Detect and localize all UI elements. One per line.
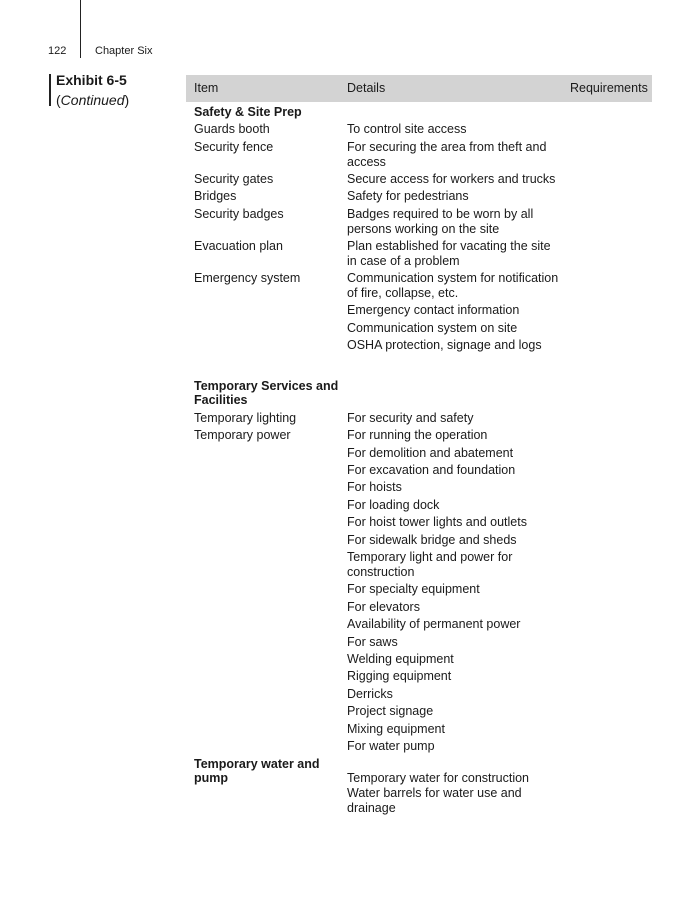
table-cell-details: For elevators xyxy=(347,600,420,614)
page-number: 122 xyxy=(48,45,67,57)
table-cell-details: For demolition and abatement xyxy=(347,446,514,460)
table-header xyxy=(186,75,652,102)
table-cell-details: Welding equipment xyxy=(347,652,454,666)
table-cell-item: Security gates xyxy=(194,172,274,186)
table-cell-details: Derricks xyxy=(347,687,393,701)
table-cell-details: Project signage xyxy=(347,704,434,718)
section-title: Safety & Site Prep xyxy=(194,105,302,119)
table-cell-details: Mixing equipment xyxy=(347,722,445,736)
chapter-title: Chapter Six xyxy=(95,45,153,57)
table-cell-item: Bridges xyxy=(194,189,237,203)
table-cell-item: Temporary lighting xyxy=(194,411,297,425)
exhibit-title: Exhibit 6-5 xyxy=(56,72,127,88)
header-divider xyxy=(80,0,81,58)
table-cell-details: Water barrels for water use and drainage xyxy=(347,786,522,815)
column-header-item: Item xyxy=(194,81,219,95)
table-cell-details: Temporary water for construction xyxy=(347,771,530,785)
table-cell-details: Badges required to be worn by all persons working on the site xyxy=(347,207,534,236)
table-cell-details: Safety for pedestrians xyxy=(347,189,469,203)
table-cell-details: For hoists xyxy=(347,480,402,494)
table-cell-details: For securing the area from theft and access xyxy=(347,140,547,169)
table-cell-details: Communication system on site xyxy=(347,321,518,335)
table-cell-details: For loading dock xyxy=(347,498,440,512)
table-cell-details: Communication system for notification of fire, collapse, etc. xyxy=(347,271,559,300)
table-cell-details: OSHA protection, signage and logs xyxy=(347,338,542,352)
table-cell-details: Rigging equipment xyxy=(347,669,452,683)
table-cell-item: Guards booth xyxy=(194,122,270,136)
table-cell-details: Plan established for vacating the site in case of a problem xyxy=(347,239,551,268)
column-header-details: Details xyxy=(347,81,386,95)
table-cell-details: Temporary light and power for construction xyxy=(347,550,513,579)
table-cell-item: Evacuation plan xyxy=(194,239,283,253)
section-title: Temporary water and pump xyxy=(194,757,320,785)
table-cell-details: For water pump xyxy=(347,739,435,753)
section-title: Temporary Services and Facilities xyxy=(194,379,339,407)
table-cell-details: To control site access xyxy=(347,122,467,136)
table-cell-details: For hoist tower lights and outlets xyxy=(347,515,527,529)
exhibit-bar xyxy=(49,74,51,106)
table-cell-item: Temporary power xyxy=(194,428,291,442)
table-cell-item: Security fence xyxy=(194,140,274,154)
table-cell-details: For saws xyxy=(347,635,398,649)
exhibit-subtitle: (Continued) xyxy=(56,92,130,108)
table-cell-details: For specialty equipment xyxy=(347,582,480,596)
column-header-requirements: Requirements xyxy=(570,81,648,95)
table-cell-details: For running the operation xyxy=(347,428,488,442)
table-cell-item: Security badges xyxy=(194,207,284,221)
table-cell-details: For security and safety xyxy=(347,411,474,425)
table-cell-details: Availability of permanent power xyxy=(347,617,521,631)
table-cell-details: For sidewalk bridge and sheds xyxy=(347,533,517,547)
table-cell-details: Secure access for workers and trucks xyxy=(347,172,556,186)
table-cell-details: For excavation and foundation xyxy=(347,463,516,477)
table-cell-details: Emergency contact information xyxy=(347,303,520,317)
table-cell-item: Emergency system xyxy=(194,271,301,285)
